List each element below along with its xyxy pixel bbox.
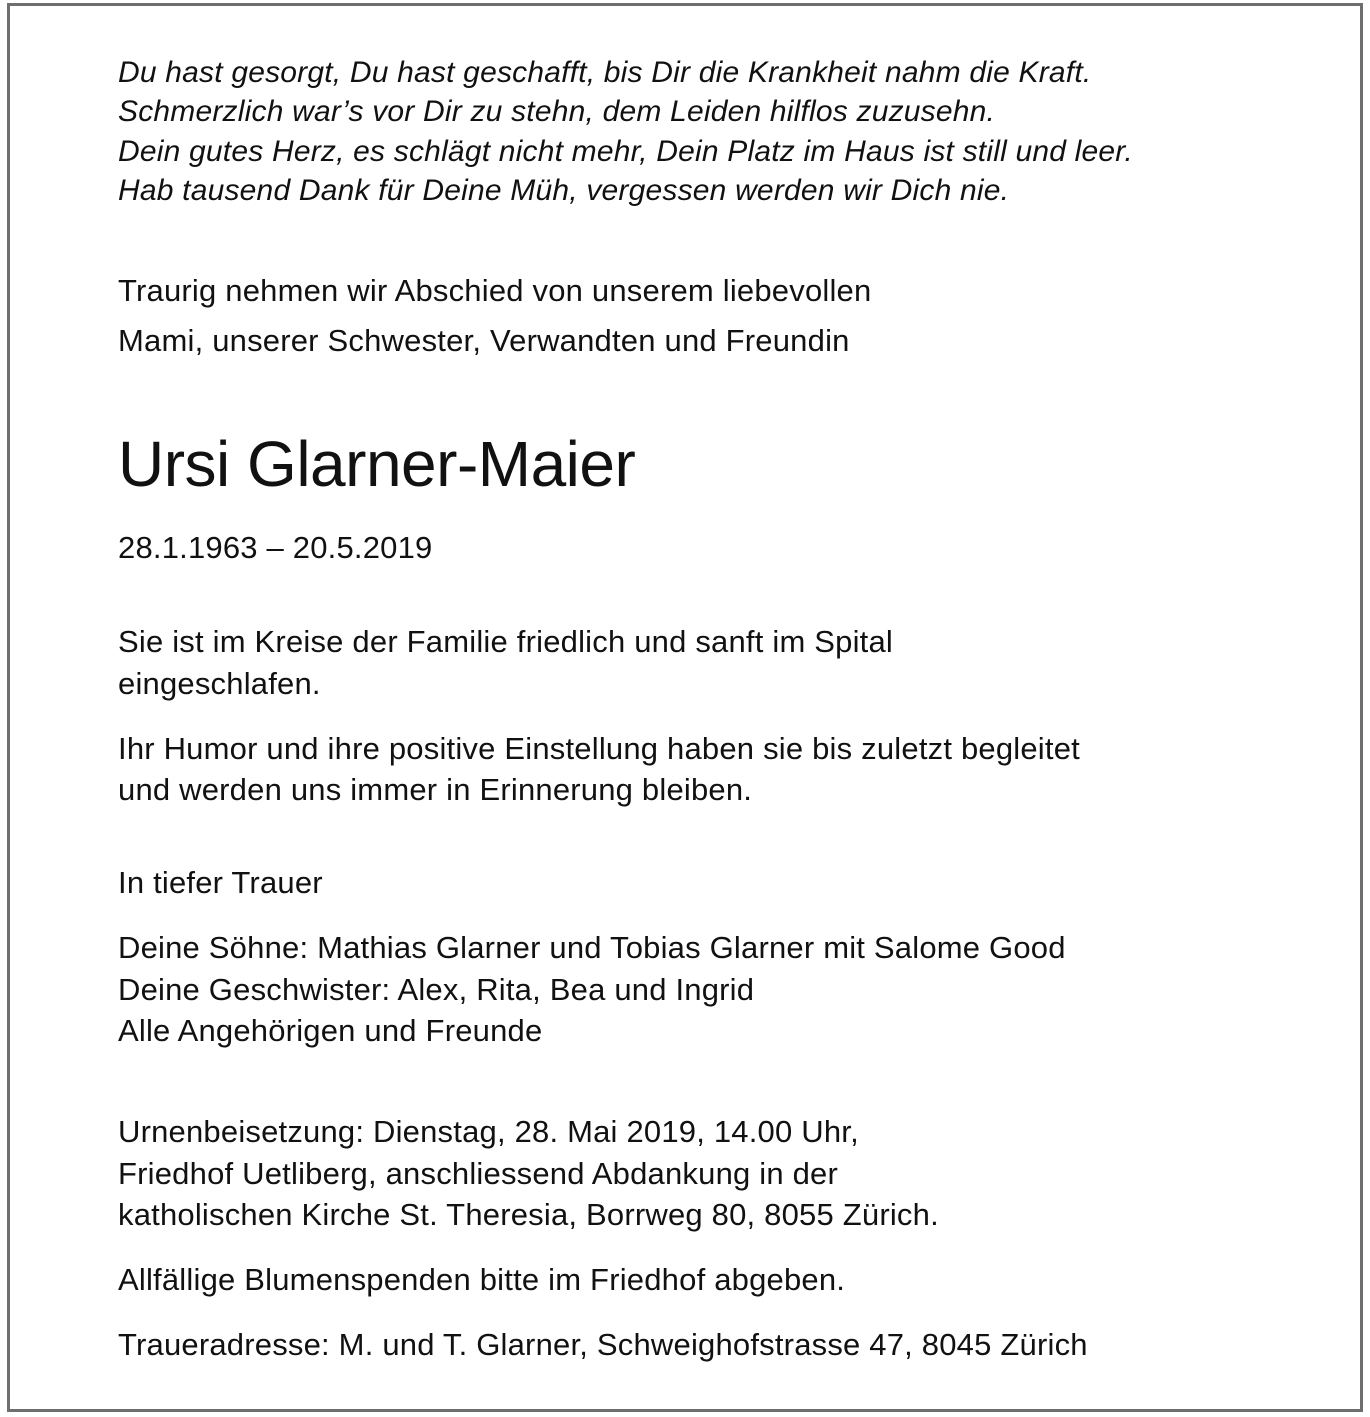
service-line-2: Friedhof Uetliberg, anschliessend Abdankung in der (118, 1156, 839, 1191)
poem-line-4: Hab tausend Dank für Deine Müh, vergessen werden wir Dich nie. (118, 174, 1010, 207)
mourner-line-2: Deine Geschwister: Alex, Rita, Bea und Ingrid (118, 972, 755, 1007)
message-line-4: und werden uns immer in Erinnerung bleiben. (118, 772, 753, 807)
flowers-note: Allfällige Blumenspenden bitte im Friedhof abgeben. (118, 1262, 846, 1297)
service-line-1: Urnenbeisetzung: Dienstag, 28. Mai 2019, 14.00 Uhr, (118, 1114, 859, 1149)
message-line-1: Sie ist im Kreise der Familie friedlich und sanft im Spital (118, 624, 894, 659)
message-line-3: Ihr Humor und ihre positive Einstellung haben sie bis zuletzt begleitet (118, 731, 1080, 766)
poem-line-1: Du hast gesorgt, Du hast geschafft, bis Dir die Krankheit nahm die Kraft. (118, 56, 1092, 89)
poem-line-2: Schmerzlich war’s vor Dir zu stehn, dem Leiden hilflos zuzusehn. (118, 95, 996, 128)
intro-line-2: Mami, unserer Schwester, Verwandten und Freundin (118, 323, 850, 358)
service-line-3: katholischen Kirche St. Theresia, Borrweg 80, 8055 Zürich. (118, 1197, 939, 1232)
mourner-line-1: Deine Söhne: Mathias Glarner und Tobias Glarner mit Salome Good (118, 930, 1066, 965)
life-dates: 28.1.1963 – 20.5.2019 (118, 530, 433, 565)
mourning-label: In tiefer Trauer (118, 865, 323, 900)
poem-line-3: Dein gutes Herz, es schlägt nicht mehr, Dein Platz im Haus ist still und leer. (118, 135, 1133, 168)
deceased-name: Ursi Glarner-Maier (118, 428, 636, 500)
mourner-line-3: Alle Angehörigen und Freunde (118, 1013, 543, 1048)
message-line-2: eingeschlafen. (118, 666, 321, 701)
intro-line-1: Traurig nehmen wir Abschied von unserem liebevollen (118, 273, 872, 308)
mourning-address: Traueradresse: M. und T. Glarner, Schweighofstrasse 47, 8045 Zürich (118, 1327, 1088, 1362)
